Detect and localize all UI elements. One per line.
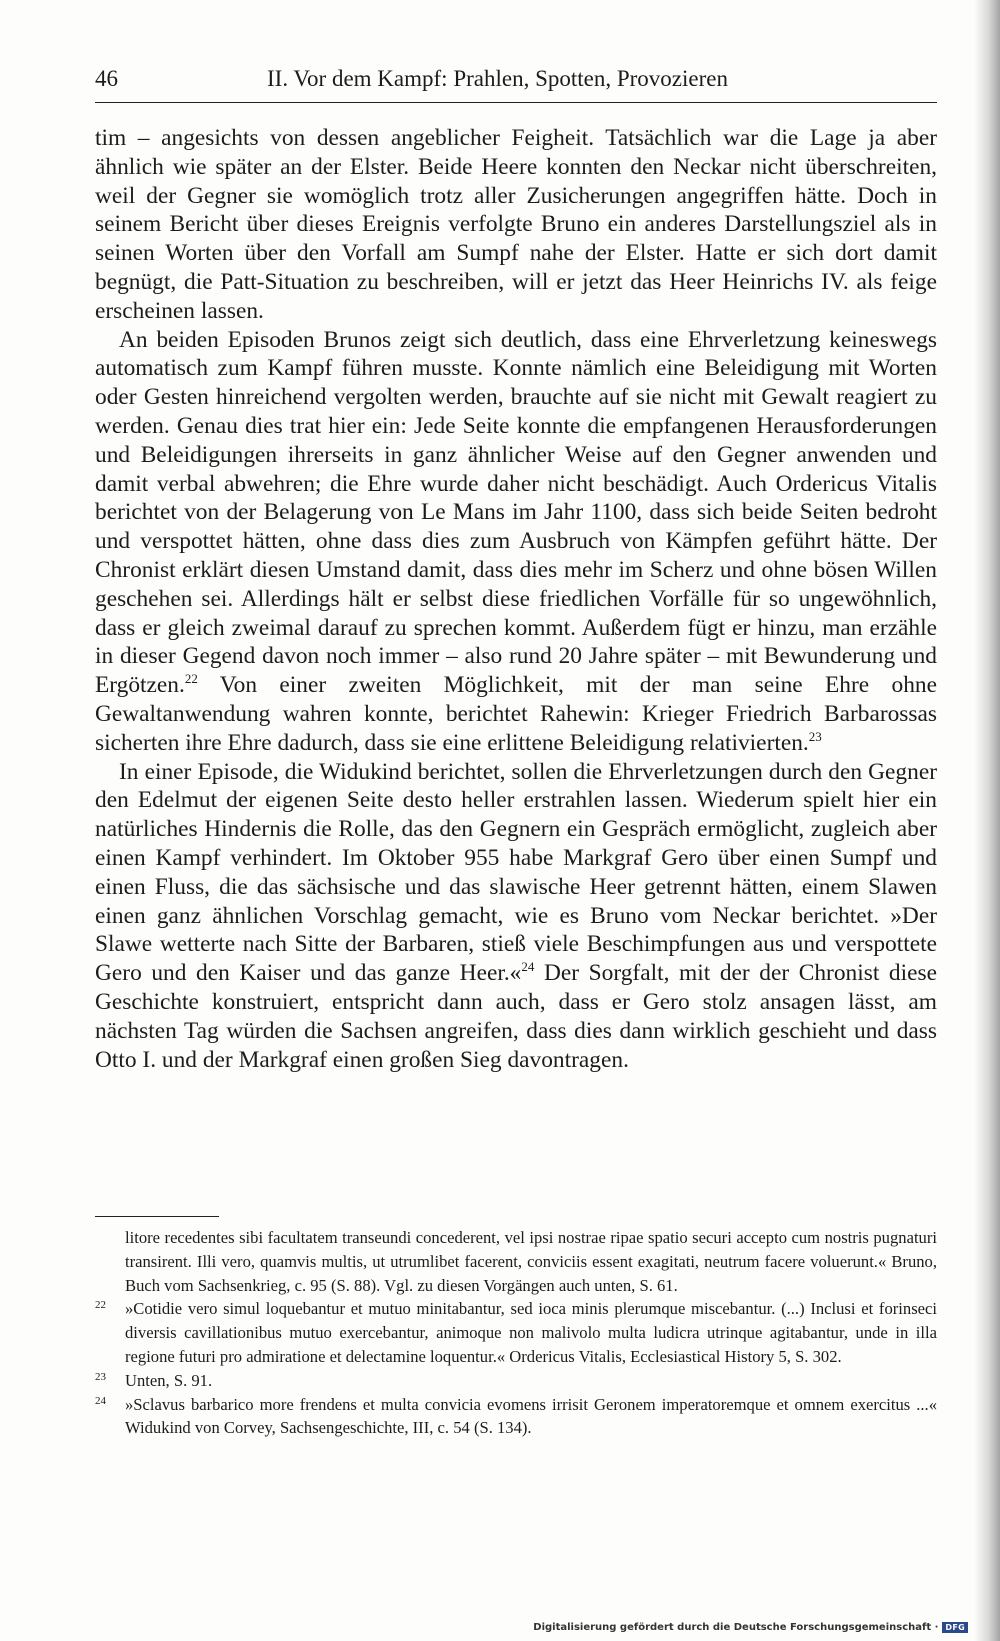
footnote-ref-23: 23	[808, 728, 822, 744]
dfg-logo-icon: DFG	[942, 1622, 968, 1633]
footnote-continued-text: litore recedentes sibi facultatem transeundi concederent, vel ipsi nostrae ripae spatio securi accepto cum nostris pugnaturi transirent. Illi vero, quamvis multis, ut utrumlibet facerent, conviciis essent exagitati, neutrum facere voluerunt.« Bruno, Buch vom Sachsenkrieg, c. 95 (S. 88). Vgl. zu diesen Vorgängen auch unten, S. 61.	[125, 1228, 937, 1295]
footnote-22	[95, 1297, 937, 1368]
footnotes	[95, 1226, 937, 1440]
paragraph-3-text-b: Der Sorgfalt, mit der der Chronist diese Geschichte konstruiert, entspricht dann auch, dass er Gero stolz ansagen lässt, am nächsten Tag würden die Sachsen angreifen, dass dies dann wirklich geschieht und dass Otto I. und der Markgraf einen großen Sieg davontragen.	[95, 960, 937, 1073]
footnote-number: 23	[95, 1370, 106, 1383]
footnote-number: 22	[95, 1299, 106, 1312]
footnote-24	[95, 1393, 937, 1441]
main-text	[95, 124, 937, 1074]
digitization-credit-text: Digitalisierung gefördert durch die Deutsche Forschungsgemeinschaft ·	[533, 1622, 939, 1633]
running-title: II. Vor dem Kampf: Prahlen, Spotten, Provozieren	[267, 66, 728, 91]
page-edge-shadow	[974, 0, 1000, 1641]
digitization-credit	[533, 1622, 968, 1633]
paragraph-1-text: tim – angesichts von dessen angeblicher Feigheit. Tatsächlich war die Lage ja aber ähnlich wie später an der Elster. Beide Heere konnten den Neckar nicht überschreiten, weil der Gegner sie womöglich trotz aller Zusicherungen angegriffen hätte. Doch in seinem Bericht über dieses Ereignis verfolgte Bruno ein anderes Darstellungsziel als in seinen Worten über den Vorfall am Sumpf nahe der Elster. Hatte er sich dort damit begnügt, die Patt-Situation zu beschreiben, will er jetzt das Heer Heinrichs IV. als feige erscheinen lassen.	[95, 125, 937, 324]
footnote-ref-24: 24	[521, 959, 535, 975]
footnote-text: »Cotidie vero simul loquebantur et mutuo minitabantur, sed ioca minis plerumque miscebantur. (...) Inclusi et forinseci diversis cavillationibus mutuo exercebantur, animoque non malivolo multa ludicra utrinque agitabantur, unde in illa regione futuri pro admiratione et delectamine loquentur.« Ordericus Vitalis, Ecclesiastical History 5, S. 302.	[125, 1299, 937, 1366]
footnote-ref-22: 22	[184, 671, 198, 687]
footnote-23	[95, 1369, 937, 1393]
paragraph-3	[95, 758, 937, 1075]
footnote-text: Unten, S. 91.	[125, 1370, 213, 1390]
footnote-text: »Sclavus barbarico more frendens et multa convicia evomens irrisit Geronem imperatoremque et omnem exercitus ...« Widukind von Corvey, Sachsengeschichte, III, c. 54 (S. 134).	[125, 1394, 937, 1438]
paragraph-2-text-b: Von einer zweiten Möglichkeit, mit der man seine Ehre ohne Gewaltanwendung wahren konnte, berichtet Rahewin: Krieger Friedrich Barbarossas sicherten ihre Ehre dadurch, dass sie eine erlittene Beleidigung relativierten.	[95, 672, 937, 756]
footnote-number: 24	[95, 1394, 106, 1407]
footnote-continued	[95, 1226, 937, 1297]
page-number: 46	[95, 66, 118, 91]
paragraph-3-text-a: In einer Episode, die Widukind berichtet, sollen die Ehrverletzungen durch den Gegner den Edelmut der eigenen Seite desto heller erstrahlen lassen. Wiederum spielt hier ein natürliches Hindernis die Rolle, das den Gegnern ein Gespräch ermöglicht, zugleich aber einen Kampf verhindert. Im Oktober 955 habe Markgraf Gero über einen Sumpf und einen Fluss, die das sächsische und das slawische Heer getrennt hätten, einem Slawen einen ganz ähnlichen Vorschlag gemacht, wie es Bruno vom Neckar berichtet. »Der Slawe wetterte nach Sitte der Barbaren, stieß viele Beschimpfungen aus und verspottete Gero und den Kaiser und das ganze Heer.«	[95, 758, 937, 987]
paragraph-1	[95, 124, 937, 326]
paragraph-2-text-a: An beiden Episoden Brunos zeigt sich deutlich, dass eine Ehrverletzung keineswegs automatisch zum Kampf führen musste. Konnte nämlich eine Beleidigung mit Worten oder Gesten hinreichend vergolten werden, brauchte auf sie nicht mit Gewalt reagiert zu werden. Genau dies trat hier ein: Jede Seite konnte die empfangenen Herausforderungen und Beleidigungen ihrerseits in ganz ähnlicher Weise auf den Gegner anwenden und damit verbal abwehren; die Ehre wurde daher nicht beschädigt. Auch Ordericus Vitalis berichtet von der Belagerung von Le Mans im Jahr 1100, dass sich beide Seiten bedroht und verspottet hätten, ohne dass dies zum Ausbruch von Kämpfen geführt hätte. Der Chronist erklärt diesen Umstand damit, dass dies mehr im Scherz und ohne bösen Willen geschehen sei. Allerdings hält er selbst diese friedlichen Vorfälle für so ungewöhnlich, dass er gleich zweimal darauf zu sprechen kommt. Außerdem fügt er hinzu, man erzähle in dieser Gegend davon noch immer – also rund 20 Jahre später – mit Bewunderung und Ergötzen.	[95, 326, 937, 699]
footnote-divider	[95, 1216, 219, 1217]
running-header	[95, 62, 937, 103]
paragraph-2	[95, 326, 937, 758]
